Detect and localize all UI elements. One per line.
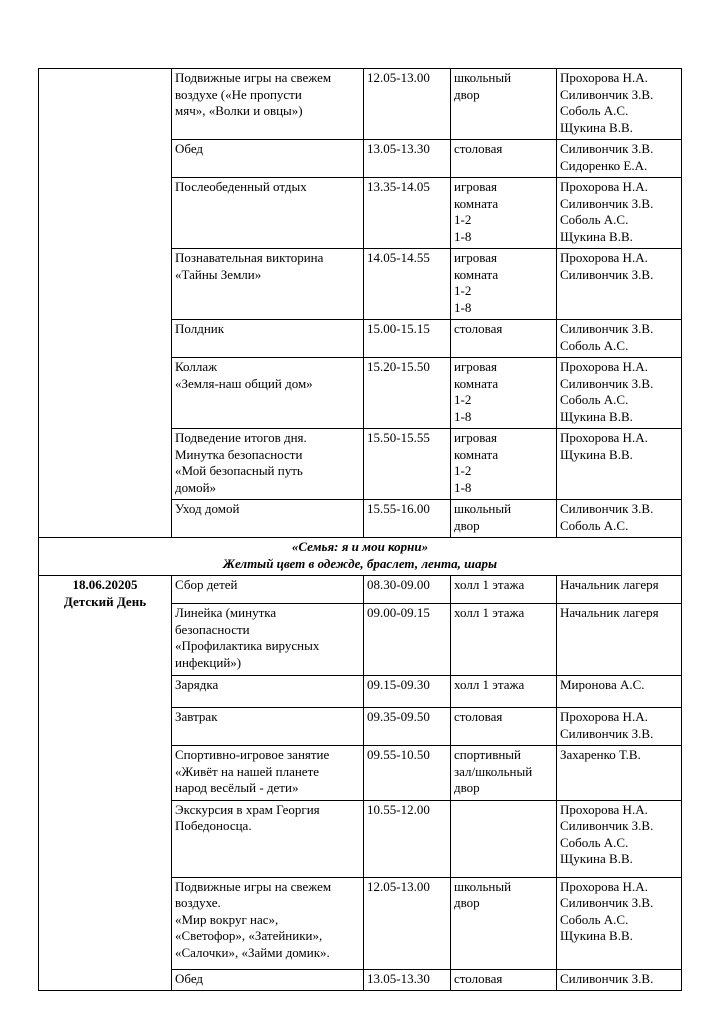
place-cell bbox=[451, 358, 557, 429]
activity-cell-line: «Профилактика вирусных bbox=[175, 638, 320, 653]
place-cell bbox=[451, 604, 557, 676]
activity-cell-line: Победоносца. bbox=[175, 818, 252, 833]
time-cell: 10.55-12.00 bbox=[364, 800, 451, 877]
staff-cell bbox=[557, 676, 682, 708]
day-theme bbox=[39, 538, 682, 576]
time-cell: 12.05-13.00 bbox=[364, 69, 451, 140]
activity-cell-line: «Мир вокруг нас», bbox=[175, 911, 279, 927]
activity-cell bbox=[172, 140, 364, 178]
staff-cell-line: Силивончик З.В. bbox=[560, 375, 654, 391]
activity-cell-line: Сбор детей bbox=[175, 577, 238, 592]
schedule-row bbox=[39, 69, 682, 140]
day-cell-empty bbox=[39, 69, 172, 538]
place-cell-line: 1-8 bbox=[454, 299, 472, 315]
time-cell: 15.50-15.55 bbox=[364, 429, 451, 500]
activity-cell-line: Подведение итогов дня. bbox=[175, 430, 307, 445]
activity-cell-line: Подвижные игры на свежем bbox=[175, 878, 332, 894]
place-cell-line: холл 1 этажа bbox=[454, 605, 525, 620]
staff-cell-line: Прохорова Н.А. bbox=[560, 709, 648, 724]
staff-cell bbox=[557, 69, 682, 140]
place-cell-line: игровая bbox=[454, 250, 498, 265]
activity-cell bbox=[172, 877, 364, 969]
staff-cell-line: Силивончик З.В. bbox=[560, 195, 654, 211]
staff-cell bbox=[557, 140, 682, 178]
staff-cell-line: Силивончик З.В. bbox=[560, 818, 654, 833]
place-cell bbox=[451, 708, 557, 746]
staff-cell bbox=[557, 877, 682, 969]
activity-cell-line: Спортивно-игровое занятие bbox=[175, 747, 330, 762]
activity-cell bbox=[172, 800, 364, 877]
activity-cell bbox=[172, 429, 364, 500]
place-cell bbox=[451, 69, 557, 140]
staff-cell-line: Щукина В.В. bbox=[560, 119, 633, 135]
activity-cell-line: «Мой безопасный путь bbox=[175, 463, 303, 478]
activity-cell-line: Познавательная викторина bbox=[175, 250, 324, 265]
staff-cell bbox=[557, 969, 682, 991]
day-cell bbox=[39, 576, 172, 991]
staff-cell-line: Прохорова Н.А. bbox=[560, 250, 648, 265]
activity-cell-line: Коллаж bbox=[175, 359, 218, 374]
activity-cell-line: «Земля-наш общий дом» bbox=[175, 375, 313, 391]
time-cell: 09.35-09.50 bbox=[364, 708, 451, 746]
staff-cell-line: Начальник лагеря bbox=[560, 577, 659, 592]
staff-cell-line: Миронова А.С. bbox=[560, 677, 645, 692]
place-cell bbox=[451, 877, 557, 969]
staff-cell-line: Захаренко Т.В. bbox=[560, 747, 641, 762]
activity-cell-line: Минутка безопасности bbox=[175, 446, 303, 462]
place-cell-line: столовая bbox=[454, 709, 503, 724]
staff-cell bbox=[557, 746, 682, 801]
time-cell: 15.20-15.50 bbox=[364, 358, 451, 429]
activity-cell-line: народ весёлый - дети» bbox=[175, 780, 299, 795]
activity-cell-line: Экскурсия в храм Георгия bbox=[175, 801, 320, 817]
staff-cell-line: Сидоренко Е.А. bbox=[560, 157, 648, 173]
staff-cell-line: Соболь А.С. bbox=[560, 834, 629, 850]
place-cell-line: столовая bbox=[454, 321, 503, 336]
activity-cell-line: Полдник bbox=[175, 321, 225, 336]
time-cell: 09.00-09.15 bbox=[364, 604, 451, 676]
place-cell-line: 1-2 bbox=[454, 283, 472, 298]
time-cell: 13.05-13.30 bbox=[364, 140, 451, 178]
place-cell-line: двор bbox=[454, 517, 480, 533]
place-cell-line: столовая bbox=[454, 970, 503, 986]
staff-cell-line: Прохорова Н.А. bbox=[560, 878, 648, 894]
place-cell-line: 1-8 bbox=[454, 228, 472, 244]
time-cell: 14.05-14.55 bbox=[364, 249, 451, 320]
place-cell-line: двор bbox=[454, 895, 480, 910]
place-cell bbox=[451, 500, 557, 538]
staff-cell-line: Прохорова Н.А. bbox=[560, 70, 648, 85]
theme-title: «Семья: я и мои корни» bbox=[291, 539, 429, 554]
staff-cell-line: Силивончик З.В. bbox=[560, 86, 654, 102]
staff-cell-line: Соболь А.С. bbox=[560, 517, 629, 533]
activity-cell-line: безопасности bbox=[175, 621, 250, 637]
activity-cell-line: воздухе. bbox=[175, 895, 221, 910]
activity-cell-line: мяч», «Волки и овцы») bbox=[175, 103, 303, 118]
activity-cell-line: «Салочки», «Займи домик». bbox=[175, 944, 330, 960]
place-cell bbox=[451, 676, 557, 708]
place-cell-line: двор bbox=[454, 780, 480, 795]
staff-cell-line: Щукина В.В. bbox=[560, 928, 633, 943]
staff-cell bbox=[557, 249, 682, 320]
place-cell-line: 1-8 bbox=[454, 479, 472, 495]
staff-cell-line: Прохорова Н.А. bbox=[560, 179, 648, 194]
place-cell bbox=[451, 320, 557, 358]
staff-cell-line: Прохорова Н.А. bbox=[560, 430, 648, 445]
place-cell-line: комната bbox=[454, 266, 499, 282]
staff-cell-line: Соболь А.С. bbox=[560, 337, 629, 353]
staff-cell-line: Соболь А.С. bbox=[560, 103, 629, 118]
activity-cell-line: воздухе («Не пропусти bbox=[175, 86, 302, 102]
activity-cell bbox=[172, 604, 364, 676]
activity-cell-line: Послеобеденный отдых bbox=[175, 179, 307, 194]
staff-cell bbox=[557, 576, 682, 604]
activity-cell-line: домой» bbox=[175, 479, 217, 495]
place-cell-line: комната bbox=[454, 195, 499, 211]
staff-cell-line: Силивончик З.В. bbox=[560, 970, 654, 986]
activity-cell-line: Обед bbox=[175, 970, 204, 986]
place-cell bbox=[451, 800, 557, 877]
place-cell-line: школьный bbox=[454, 70, 512, 85]
time-cell: 09.55-10.50 bbox=[364, 746, 451, 801]
activity-cell bbox=[172, 249, 364, 320]
place-cell-line: школьный bbox=[454, 501, 512, 516]
staff-cell-line: Щукина В.В. bbox=[560, 228, 633, 244]
staff-cell bbox=[557, 500, 682, 538]
staff-cell bbox=[557, 358, 682, 429]
time-cell: 15.00-15.15 bbox=[364, 320, 451, 358]
activity-cell-line: «Светофор», «Затейники», bbox=[175, 928, 323, 943]
activity-cell bbox=[172, 178, 364, 249]
place-cell-line: двор bbox=[454, 86, 480, 102]
activity-cell bbox=[172, 320, 364, 358]
activity-cell-line: «Живёт на нашей планете bbox=[175, 763, 320, 779]
staff-cell-line: Щукина В.В. bbox=[560, 446, 633, 462]
staff-cell-line: Силивончик З.В. bbox=[560, 321, 654, 336]
place-cell bbox=[451, 429, 557, 500]
staff-cell bbox=[557, 320, 682, 358]
staff-cell-line: Силивончик З.В. bbox=[560, 266, 654, 282]
place-cell-line: 1-8 bbox=[454, 408, 472, 424]
staff-cell-line: Соболь А.С. bbox=[560, 212, 629, 227]
place-cell-line: холл 1 этажа bbox=[454, 677, 525, 692]
place-cell-line: спортивный bbox=[454, 747, 521, 762]
staff-cell-line: Прохорова Н.А. bbox=[560, 359, 648, 374]
activity-cell bbox=[172, 676, 364, 708]
staff-cell-line: Соболь А.С. bbox=[560, 392, 629, 407]
time-cell: 15.55-16.00 bbox=[364, 500, 451, 538]
activity-cell-line: Уход домой bbox=[175, 501, 240, 516]
place-cell-line: комната bbox=[454, 375, 499, 391]
place-cell-line: столовая bbox=[454, 141, 503, 156]
staff-cell-line: Силивончик З.В. bbox=[560, 725, 654, 741]
place-cell-line: 1-2 bbox=[454, 392, 472, 407]
staff-cell bbox=[557, 708, 682, 746]
activity-cell-line: Линейка (минутка bbox=[175, 605, 277, 620]
staff-cell bbox=[557, 178, 682, 249]
day-name: Детский День bbox=[63, 593, 147, 609]
place-cell-line: 1-2 bbox=[454, 463, 472, 478]
place-cell bbox=[451, 969, 557, 991]
time-cell: 12.05-13.00 bbox=[364, 877, 451, 969]
day-date: 18.06.20205 bbox=[72, 577, 138, 592]
staff-cell bbox=[557, 604, 682, 676]
activity-cell bbox=[172, 358, 364, 429]
place-cell-line: холл 1 этажа bbox=[454, 577, 525, 592]
time-cell: 13.35-14.05 bbox=[364, 178, 451, 249]
staff-cell-line: Щукина В.В. bbox=[560, 408, 633, 424]
staff-cell-line: Силивончик З.В. bbox=[560, 501, 654, 516]
place-cell-line: игровая bbox=[454, 179, 498, 194]
place-cell bbox=[451, 249, 557, 320]
staff-cell-line: Прохорова Н.А. bbox=[560, 801, 648, 817]
place-cell-line: комната bbox=[454, 446, 499, 462]
staff-cell bbox=[557, 800, 682, 877]
activity-cell bbox=[172, 746, 364, 801]
staff-cell bbox=[557, 429, 682, 500]
place-cell-line: игровая bbox=[454, 430, 498, 445]
schedule-table bbox=[38, 68, 682, 991]
place-cell bbox=[451, 140, 557, 178]
staff-cell-line: Начальник лагеря bbox=[560, 605, 659, 620]
activity-cell-line: инфекций») bbox=[175, 654, 242, 670]
place-cell-line: игровая bbox=[454, 359, 498, 374]
staff-cell-line: Щукина В.В. bbox=[560, 851, 633, 866]
activity-cell bbox=[172, 969, 364, 991]
schedule-row bbox=[39, 576, 682, 604]
place-cell bbox=[451, 576, 557, 604]
theme-row bbox=[39, 538, 682, 576]
activity-cell-line: Обед bbox=[175, 141, 204, 156]
activity-cell bbox=[172, 576, 364, 604]
staff-cell-line: Силивончик З.В. bbox=[560, 141, 654, 156]
time-cell: 08.30-09.00 bbox=[364, 576, 451, 604]
place-cell-line: зал/школьный bbox=[454, 763, 533, 779]
activity-cell-line: Зарядка bbox=[175, 677, 219, 692]
theme-dress-code: Желтый цвет в одежде, браслет, лента, шары bbox=[223, 555, 497, 571]
place-cell bbox=[451, 178, 557, 249]
activity-cell bbox=[172, 500, 364, 538]
place-cell bbox=[451, 746, 557, 801]
activity-cell bbox=[172, 708, 364, 746]
activity-cell-line: Завтрак bbox=[175, 709, 218, 724]
time-cell: 09.15-09.30 bbox=[364, 676, 451, 708]
activity-cell-line: «Тайны Земли» bbox=[175, 266, 262, 282]
activity-cell-line: Подвижные игры на свежем bbox=[175, 70, 332, 85]
activity-cell bbox=[172, 69, 364, 140]
time-cell: 13.05-13.30 bbox=[364, 969, 451, 991]
place-cell-line: школьный bbox=[454, 878, 512, 894]
staff-cell-line: Силивончик З.В. bbox=[560, 895, 654, 910]
staff-cell-line: Соболь А.С. bbox=[560, 911, 629, 927]
place-cell-line: 1-2 bbox=[454, 212, 472, 227]
